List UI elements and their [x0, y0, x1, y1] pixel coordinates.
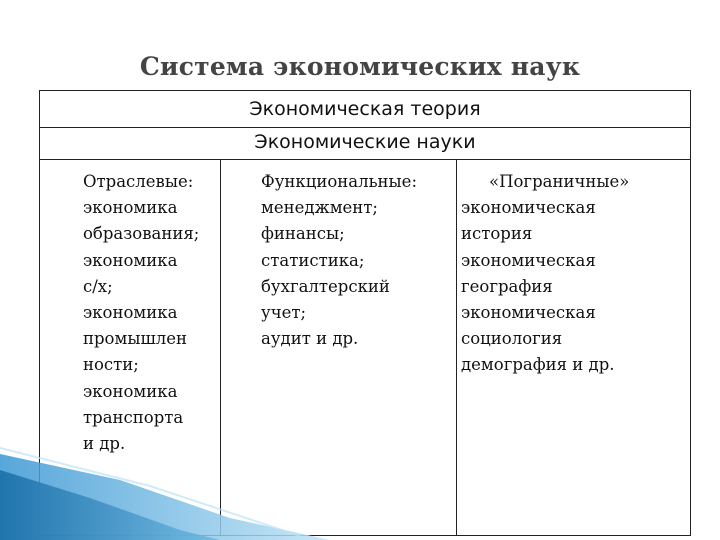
column-functional	[261, 169, 417, 352]
column-sectoral	[83, 169, 199, 457]
cell-line: менеджмент;	[261, 198, 378, 218]
table-header-economic-sciences: Экономические науки	[40, 127, 690, 160]
cell-line: Отраслевые:	[83, 172, 194, 191]
cell-line: аудит и др.	[261, 329, 359, 349]
cell-line: экономическая	[461, 303, 596, 323]
slide-title: Система экономических наук	[139, 52, 581, 81]
cell-line: экономика	[83, 303, 178, 323]
cell-line: история	[461, 224, 533, 244]
cell-line: бухгалтерский	[261, 276, 390, 296]
cell-line: образования;	[83, 224, 200, 244]
cell-line: Функциональные:	[261, 172, 418, 191]
cell-line: социология	[461, 329, 563, 349]
cell-line: «Пограничные»	[489, 172, 630, 191]
cell-line: география	[461, 276, 553, 296]
cell-line: учет;	[261, 303, 307, 323]
cell-line: экономическая	[461, 250, 596, 270]
decorative-wave-graphic	[0, 440, 340, 540]
cell-line: финансы;	[261, 224, 345, 244]
table-header-economic-theory: Экономическая теория	[40, 91, 690, 128]
column-divider-2	[456, 159, 457, 535]
cell-line: промышлен	[83, 329, 188, 349]
cell-line: с/х;	[83, 276, 113, 296]
cell-line: ности;	[83, 355, 139, 375]
cell-line: экономика	[83, 381, 178, 401]
cell-line: и др.	[83, 434, 126, 454]
cell-line: экономическая	[461, 198, 596, 218]
cell-line: экономика	[83, 198, 178, 218]
cell-line: демография и др.	[461, 355, 615, 375]
column-boundary	[461, 169, 629, 379]
cell-line: статистика;	[261, 250, 365, 270]
cell-line: транспорта	[83, 407, 184, 427]
cell-line: экономика	[83, 250, 178, 270]
